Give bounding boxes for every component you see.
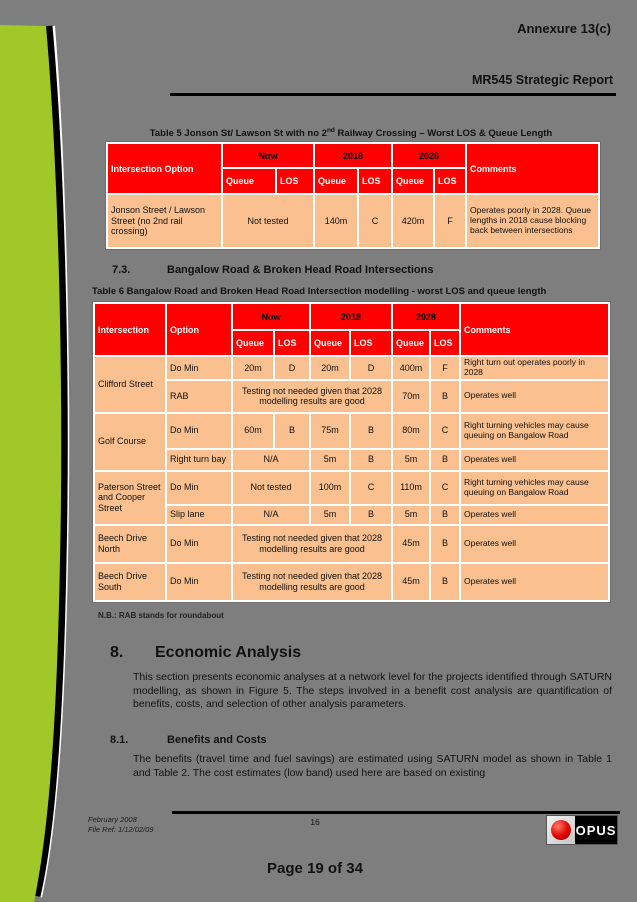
footer-meta: [88, 815, 153, 835]
table6-col-los: LOS: [275, 331, 309, 355]
footer-date: February 2008: [88, 815, 137, 824]
cell-now: Not tested: [233, 472, 309, 504]
table6-col-2018: 2018: [311, 304, 391, 329]
table5-col-queue: Queue: [315, 169, 357, 193]
cell-queue-2028: 70m: [393, 381, 429, 412]
cell-queue-2018: 75m: [311, 414, 349, 448]
cell-comment: Operates well: [461, 526, 608, 562]
table5-col-comments: Comments: [467, 144, 598, 193]
cell-queue-2018: 20m: [311, 357, 349, 379]
table6-col-comments: Comments: [461, 304, 608, 355]
table5-col-los: LOS: [277, 169, 313, 193]
table6-col-option: Option: [167, 304, 231, 355]
table5-col-queue: Queue: [223, 169, 275, 193]
cell-queue-2028: 45m: [393, 564, 429, 600]
section-8-1-paragraph: The benefits (travel time and fuel savings) are estimated using SATURN model as shown in Table 1 and Table 2. The cost estimates (low band) used here are based on existing: [133, 753, 612, 779]
table6-col-queue: Queue: [233, 331, 273, 355]
table-row: [108, 195, 598, 247]
table-row: [95, 450, 608, 470]
cell-queue-2028: 110m: [393, 472, 429, 504]
cell-merged-note: Testing not needed given that 2028 modelling results are good: [233, 564, 391, 600]
cell-queue-2028: 80m: [393, 414, 429, 448]
cell-queue-2028: 5m: [393, 506, 429, 524]
table5-col-queue: Queue: [393, 169, 433, 193]
cell-intersection: Golf Course: [95, 414, 165, 470]
table5-caption-post: Railway Crossing – Worst LOS & Queue Length: [334, 128, 553, 140]
cell-option: Slip lane: [167, 506, 231, 524]
cell-queue-2028: 45m: [393, 526, 429, 562]
table6-col-queue: Queue: [311, 331, 349, 355]
table5-col-los: LOS: [359, 169, 391, 193]
cell-los-2028: B: [431, 506, 459, 524]
cell-los-2028: B: [431, 381, 459, 412]
table6-col-now: Now: [233, 304, 309, 329]
table-row: [95, 472, 608, 504]
cell-option: Do Min: [167, 526, 231, 562]
cell-los-2028: C: [431, 414, 459, 448]
cell-now-queue: 20m: [233, 357, 273, 379]
cell-los-2028: C: [431, 472, 459, 504]
table6-col-queue: Queue: [393, 331, 429, 355]
opus-logo-ball-box: [547, 816, 575, 844]
cell-queue-2028: 400m: [393, 357, 429, 379]
table5-col-2028: 2028: [393, 144, 465, 167]
table5-header-row-1: [108, 144, 598, 167]
table6-caption: Table 6 Bangalow Road and Broken Head Road Intersection modelling - worst LOS and queue length: [92, 286, 547, 297]
annexure-label: Annexure 13(c): [517, 21, 611, 36]
cell-queue-2018: 140m: [315, 195, 357, 247]
opus-logo-text: OPUS: [575, 816, 617, 844]
cell-option: RAB: [167, 381, 231, 412]
report-title: MR545 Strategic Report: [471, 73, 613, 87]
cell-now: N/A: [233, 450, 309, 470]
cell-option: Do Min: [167, 564, 231, 600]
cell-option: Right turn bay: [167, 450, 231, 470]
table5-col-intersection-option: Intersection Option: [108, 144, 221, 193]
cell-comment: Right turn out operates poorly in 2028: [461, 357, 608, 379]
table6-col-2028: 2028: [393, 304, 459, 329]
cell-los-2028: F: [435, 195, 465, 247]
cell-now: Not tested: [223, 195, 313, 247]
cell-los-2018: C: [359, 195, 391, 247]
table6-col-los: LOS: [351, 331, 391, 355]
cell-intersection: Clifford Street: [95, 357, 165, 412]
cell-queue-2018: 5m: [311, 450, 349, 470]
table6-col-los: LOS: [431, 331, 459, 355]
cell-los-2018: B: [351, 450, 391, 470]
cell-comment: Operates well: [461, 506, 608, 524]
table5-caption-sup: nd: [326, 127, 335, 134]
cell-intersection: Beech Drive South: [95, 564, 165, 600]
cell-intersection: Beech Drive North: [95, 526, 165, 562]
cell-los-2018: C: [351, 472, 391, 504]
cell-comment: Right turning vehicles may cause queuing on Bangalow Road: [461, 472, 608, 504]
table5-caption-pre: Table 5 Jonson St/ Lawson St with no 2: [149, 128, 327, 140]
section-8-title: Economic Analysis: [155, 644, 302, 661]
table-row: [95, 414, 608, 448]
cell-comment: Operates well: [461, 450, 608, 470]
footer-rule: [172, 811, 620, 814]
cell-queue-2018: 100m: [311, 472, 349, 504]
cell-intersection: Jonson Street / Lawson Street (no 2nd rail crossing): [108, 195, 221, 247]
cell-los-2028: B: [431, 564, 459, 600]
cell-comment: Operates well: [461, 564, 608, 600]
cell-los-2018: B: [351, 414, 391, 448]
cell-now-queue: 60m: [233, 414, 273, 448]
cell-los-2018: B: [351, 506, 391, 524]
section-7-3-title: Bangalow Road & Broken Head Road Intersections: [167, 264, 434, 276]
section-8-1-number: 8.1.: [110, 734, 129, 746]
table6-header-row-1: [95, 304, 608, 329]
cell-now: N/A: [233, 506, 309, 524]
opus-sphere-icon: [551, 820, 571, 840]
section-7-3-number: 7.3.: [112, 264, 131, 276]
table5-col-now: Now: [223, 144, 313, 167]
cell-merged-note: Testing not needed given that 2028 modelling results are good: [233, 526, 391, 562]
cell-comment: Operates poorly in 2028. Queue lengths in 2018 cause blocking back between intersections: [467, 195, 598, 247]
table-row: [95, 526, 608, 562]
cell-queue-2018: 5m: [311, 506, 349, 524]
cell-now-los: B: [275, 414, 309, 448]
footer-file-ref: File Ref: 1/12/02/09: [88, 825, 154, 835]
page-indicator: Page 19 of 34: [267, 860, 363, 877]
cell-los-2028: B: [431, 450, 459, 470]
table-row: [95, 506, 608, 524]
opus-logo: [547, 816, 617, 844]
header-rule: [170, 93, 616, 96]
cell-option: Do Min: [167, 414, 231, 448]
table5-col-los: LOS: [435, 169, 465, 193]
cell-los-2028: B: [431, 526, 459, 562]
footer-page-number: 16: [310, 817, 320, 827]
table6-footnote: N.B.: RAB stands for roundabout: [98, 611, 224, 620]
cell-option: Do Min: [167, 472, 231, 504]
table6: [92, 301, 611, 603]
table5: [105, 141, 601, 250]
section-8-paragraph: This section presents economic analyses at a network level for the projects identified through SATURN modelling, as shown in Figure 5. The steps involved in a benefit cost analysis are quantification of benefits, costs, and selection of other analysis parameters.: [133, 671, 612, 711]
cell-merged-note: Testing not needed given that 2028 modelling results are good: [233, 381, 391, 412]
cell-now-los: D: [275, 357, 309, 379]
cell-queue-2028: 5m: [393, 450, 429, 470]
cell-comment: Right turning vehicles may cause queuing on Bangalow Road: [461, 414, 608, 448]
cell-option: Do Min: [167, 357, 231, 379]
cell-intersection: Paterson Street and Cooper Street: [95, 472, 165, 524]
green-spine-decoration: [0, 0, 80, 902]
cell-los-2028: F: [431, 357, 459, 379]
table6-col-intersection: Intersection: [95, 304, 165, 355]
section-8-number: 8.: [110, 644, 124, 661]
cell-los-2018: D: [351, 357, 391, 379]
cell-queue-2028: 420m: [393, 195, 433, 247]
table5-col-2018: 2018: [315, 144, 391, 167]
table-row: [95, 564, 608, 600]
table-row: [95, 381, 608, 412]
section-8-1-title: Benefits and Costs: [167, 734, 267, 746]
table5-caption: [105, 127, 597, 139]
cell-comment: Operates well: [461, 381, 608, 412]
table-row: [95, 357, 608, 379]
